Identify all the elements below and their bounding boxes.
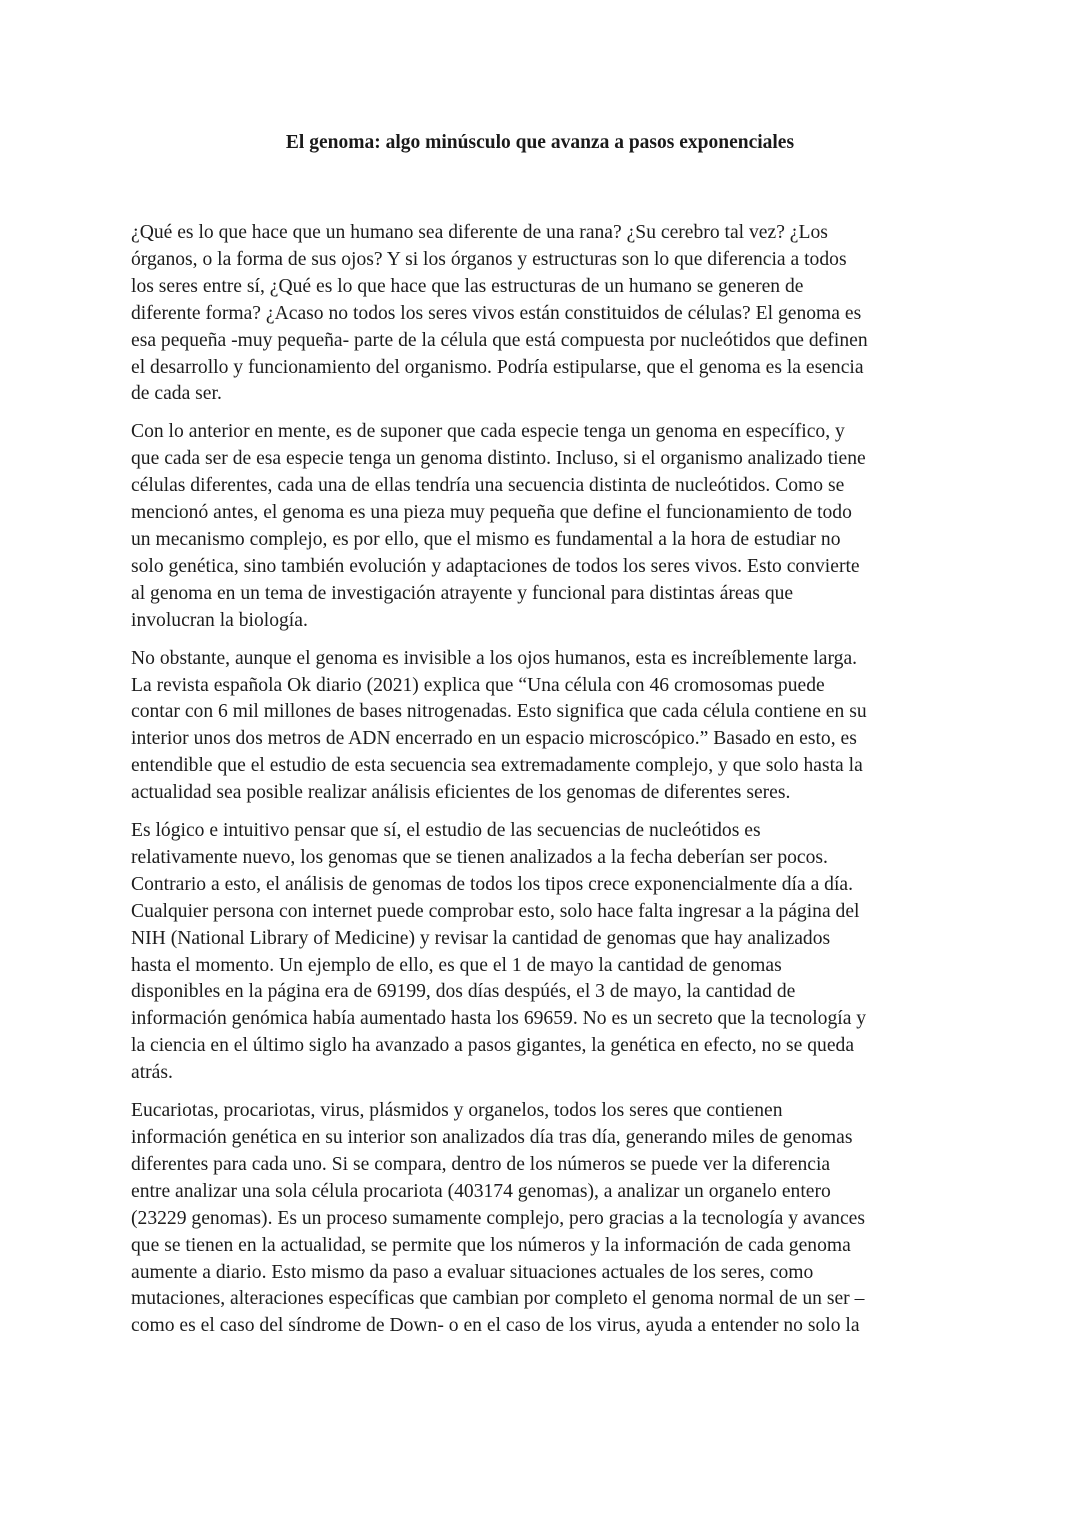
text-line: atrás. — [131, 1062, 173, 1084]
text-line: diferentes para cada uno. Si se compara, dentro de los números se puede ver la diferencia — [131, 1153, 831, 1175]
text-line: órganos, o la forma de sus ojos? Y si los órganos y estructuras son lo que diferencia a todos — [131, 248, 847, 270]
text-line: La revista española Ok diario (2021) explica que “Una célula con 46 cromosomas puede — [131, 674, 825, 696]
text-line: Eucariotas, procariotas, virus, plásmidos y organelos, todos los seres que contienen — [131, 1100, 783, 1122]
text-line: como es el caso del síndrome de Down- o en el caso de los virus, ayuda a entender no solo la — [131, 1315, 860, 1337]
text-line: Con lo anterior en mente, es de suponer que cada especie tenga un genoma en específico, y — [131, 421, 845, 443]
text-line: (23229 genomas). Es un proceso sumamente complejo, pero gracias a la tecnología y avances — [131, 1207, 865, 1229]
text-line: contar con 6 mil millones de bases nitrogenadas. Esto significa que cada célula contiene en su — [131, 701, 867, 723]
paragraph-4 — [131, 818, 961, 1087]
text-line: los seres entre sí, ¿Qué es lo que hace que las estructuras de un humano se generen de — [131, 275, 804, 297]
text-line: interior unos dos metros de ADN encerrado en un espacio microscópico.” Basado en esto, es — [131, 728, 857, 750]
text-line: que se tienen en la actualidad, se permite que los números y la información de cada genoma — [131, 1234, 851, 1256]
text-line: la ciencia en el último siglo ha avanzado a pasos gigantes, la genética en efecto, no se queda — [131, 1035, 855, 1057]
text-line: Cualquier persona con internet puede comprobar esto, solo hace falta ingresar a la página del — [131, 900, 860, 922]
text-line: esa pequeña -muy pequeña- parte de la célula que está compuesta por nucleótidos que definen — [131, 329, 868, 351]
text-line: un mecanismo complejo, es por ello, que el mismo es fundamental a la hora de estudiar no — [131, 528, 841, 550]
paragraph-3 — [131, 646, 961, 807]
text-line: solo genética, sino también evolución y adaptaciones de todos los seres vivos. Esto convierte — [131, 555, 860, 577]
text-line: el desarrollo y funcionamiento del organismo. Podría estipularse, que el genoma es la esencia — [131, 356, 864, 378]
text-line: que cada ser de esa especie tenga un genoma distinto. Incluso, si el organismo analizado tiene — [131, 448, 866, 470]
text-line: información genética en su interior son analizados día tras día, generando miles de genomas — [131, 1127, 853, 1148]
paragraph-1 — [131, 220, 961, 408]
text-line: información genómica había aumentado hasta los 69659. No es un secreto que la tecnología y — [131, 1008, 867, 1030]
text-line: al genoma en un tema de investigación atrayente y funcional para distintas áreas que — [131, 582, 794, 604]
document-title: El genoma: algo minúsculo que avanza a pasos exponenciales — [285, 132, 795, 153]
text-line: disponibles en la página era de 69199, dos días despúés, el 3 de mayo, la cantidad de — [131, 981, 796, 1003]
text-line: Contrario a esto, el análisis de genomas de todos los tipos crece exponencialmente día a día. — [131, 873, 854, 895]
text-line: involucran la biología. — [131, 609, 308, 631]
text-line: Es lógico e intuitivo pensar que sí, el estudio de las secuencias de nucleótidos es — [131, 820, 761, 842]
text-line: células diferentes, cada una de ellas tendría una secuencia distinta de nucleótidos. Como se — [131, 475, 845, 497]
text-line: mutaciones, alteraciones específicas que cambian por completo el genoma normal de un ser – — [131, 1288, 865, 1310]
text-line: NIH (National Library of Medicine) y revisar la cantidad de genomas que hay analizados — [131, 927, 831, 949]
text-line: aumente a diario. Esto mismo da paso a evaluar situaciones actuales de los seres, como — [131, 1261, 814, 1283]
text-line: No obstante, aunque el genoma es invisible a los ojos humanos, esta es increíblemente larga. — [131, 647, 858, 669]
text-line: de cada ser. — [131, 383, 222, 405]
text-line: relativamente nuevo, los genomas que se tienen analizados a la fecha deberían ser pocos. — [131, 846, 828, 868]
text-line: entre analizar una sola célula procariota (403174 genomas), a analizar un organelo entero — [131, 1180, 831, 1202]
paragraph-2 — [131, 419, 961, 634]
text-line: ¿Qué es lo que hace que un humano sea diferente de una rana? ¿Su cerebro tal vez? ¿Los — [131, 222, 828, 243]
text-line: diferente forma? ¿Acaso no todos los seres vivos están constituidos de células? El genoma es — [131, 302, 862, 324]
document-body — [131, 220, 961, 1351]
text-line: hasta el momento. Un ejemplo de ello, es que el 1 de mayo la cantidad de genomas — [131, 954, 782, 976]
paragraph-5 — [131, 1098, 961, 1340]
text-line: mencionó antes, el genoma es una pieza muy pequeña que define el funcionamiento de todo — [131, 502, 852, 524]
text-line: actualidad sea posible realizar análisis eficientes de los genomas de diferentes seres. — [131, 782, 791, 804]
text-line: entendible que el estudio de esta secuencia sea extremadamente complejo, y que solo hasta la — [131, 755, 863, 777]
